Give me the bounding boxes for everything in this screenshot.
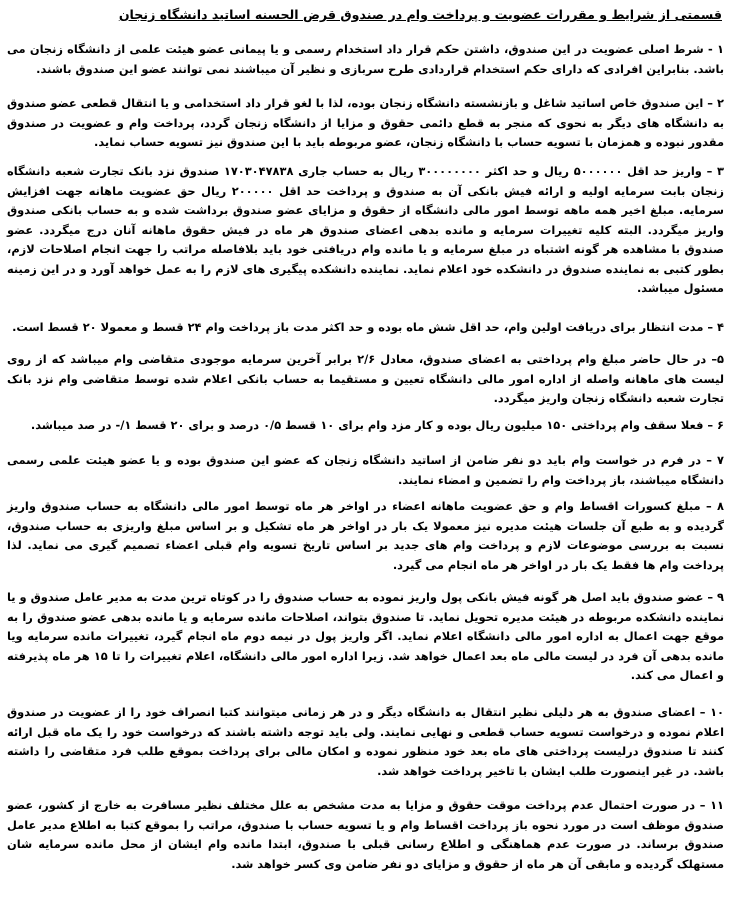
clause-4: ۴ – مدت انتظار برای دریافت اولین وام، حد اقل شش ماه بوده و حد اکثر مدت باز پرداخت وام ۲۴ قسط و معمولا ۲۰ قسط است. <box>12 320 724 334</box>
clause-9: ۹ – عضو صندوق باید اصل هر گونه فیش بانکی پول واریز نموده به حساب صندوق را در کوتاه ترین مدت به مدیر عامل صندوق و یا نماینده دانشکده مربوطه در هیئت مدیره تحویل نماید. تا صندوق بتواند، اصلاحات مانده سرمایه و یا مانده بدهی عضو صندوق را به موقع جهت اعمال به اداره امور مالی دانشگاه اعلام نماید. اگر واریز پول در نیمه دوم ماه انجام گیرد، تغییرات مانده سرمایه ویا مانده بدهی آن فرد در لیست مالی ماه بعد اعمال خواهد شد. زیرا اداره امور مالی دانشگاه، اعلام تغییرات را تا ۱۵ هر ماه پذیرفته و اعمال می کند. <box>7 590 725 682</box>
clause-6: ۶ – فعلا سقف وام پرداختی ۱۵۰ میلیون ریال بوده و کار مزد وام برای ۱۰ قسط ۰/۵ درصد و برای ۲۰ قسط ۱/- در صد میباشد. <box>30 418 724 432</box>
clause-3: ۳ – واریز حد اقل ۵۰۰۰۰۰۰ ریال و حد اکثر ۳۰۰۰۰۰۰۰۰ ریال به حساب جاری ۱۷۰۳۰۴۷۸۳۸ صندوق نزد بانک تجارت شعبه دانشگاه زنجان بابت سرمایه اولیه و ارائه فیش بانکی آن به صندوق و پرداخت حد اقل ۲۰۰۰۰۰ ریال حق عضویت ماهانه جهت افزایش سرمایه. مبلغ اخیر همه ماهه توسط امور مالی دانشگاه از حقوق و مزایای عضو صندوق برداشت شده و به حساب بانکی صندوق واریز میگردد. البته کلیه تغییرات سرمایه و مانده بدهی اعضای صندوق هر ماه در فیش حقوق ماهانه آنان درج میگردد. عضو صندوق با مشاهده هر گونه اشتباه در مبلغ سرمایه و یا مانده وام دریافتی خود باید بلافاصله مراتب را جهت انجام اصلاحات لازم، بطور کتبی به نماینده صندوق در دانشکده خود اعلام نماید. نماینده دانشکده پیگیری های لازم را به عمل خواهد آورد و در این زمینه مسئول میباشد. <box>7 164 724 295</box>
clause-1: ۱ - شرط اصلی عضویت در این صندوق، داشتن حکم قرار داد استخدام رسمی و یا پیمانی عضو هیئت علمی از دانشگاه زنجان می باشد. بنابراین افرادی که دارای حکم استخدام قراردادی طرح سربازی و نظیر آن میباشند نمی توانند عضو این صندوق باشند. <box>7 42 724 76</box>
title-text: قسمتی از شرایط و مقررات عضویت و پرداخت وام در صندوق قرض الحسنه اساتید دانشگاه زنجان <box>118 7 722 22</box>
clause-5: ۵– در حال حاضر مبلغ وام پرداختی به اعضای صندوق، معادل ۲/۶ برابر آخرین سرمایه موجودی متقاضی وام میباشد که از روی لیست های ماهانه واصله از اداره امور مالی دانشگاه تعیین و مستقیما به حساب بانکی اعلام شده توسط متقاضی وام نزد بانک تجارت شعبه دانشگاه زنجان واریز میگردد. <box>7 352 724 405</box>
clause-2: ۲ – این صندوق خاص اساتید شاغل و بازنشسته دانشگاه زنجان بوده، لذا با لغو قرار داد استخدامی و یا انتقال قطعی عضو صندوق به دانشگاه های دیگر به نحوی که منجر به قطع دائمی حقوق و مزایا از دانشگاه زنجان گردد، پرداخت وام و عضویت در صندوق مقدور نبوده و همزمان با تسویه حساب با دانشگاه زنجان، عضو مربوطه باید با این صندوق نیز تسویه حساب نماید. <box>7 96 724 149</box>
clause-8: ۸ – مبلغ کسورات اقساط وام و حق عضویت ماهانه اعضاء در اواخر هر ماه توسط امور مالی دانشگاه به حساب صندوق واریز گردیده و به طبع آن جلسات هیئت مدیره نیز معمولا یک بار در اواخر هر ماه تشکیل و بر اساس مبلغ واریزی به حساب صندوق، نسبت به بررسی موضوعات لازم و پرداخت وام های جدید بر اساس تاریخ تسویه وام قبلی اعضاء تصمیم گیری می نماید. لذا پرداخت وام ها فقط یک بار در اواخر هر ماه انجام می گیرد. <box>7 499 724 572</box>
clause-11: ۱۱ – در صورت احتمال عدم پرداخت موقت حقوق و مزایا به مدت مشخص به علل مختلف نظیر مسافرت به خارج از کشور، عضو صندوق موظف است در مورد نحوه باز پرداخت اقساط وام و یا تسویه حساب با صندوق، مراتب را بموقع کتبا به اطلاع مدیر عامل صندوق برساند. در صورت عدم هماهنگی و اطلاع رسانی قبلی با صندوق، ابتدا مانده وام ایشان از محل مانده سرمایه شان مستهلک گردیده و مابقی آن هر ماه از حقوق و مزایای دو نفر ضامن وی کسر خواهد شد. <box>7 798 724 871</box>
clause-10: ۱۰ – اعضای صندوق به هر دلیلی نظیر انتقال به دانشگاه دیگر و در هر زمانی میتوانند کتبا انصراف خود را از عضویت در صندوق اعلام نموده و درخواست تسویه حساب قطعی و نهایی نمایند. ولی باید توجه داشته باشند که درخواست خود را یک ماه قبل ارائه کنند تا صندوق درلیست پرداختی های ماه بعد خود منظور نموده و امکان مالی برای پرداخت بموقع طلب فرد متقاضی را داشته باشد. در غیر اینصورت طلب ایشان با تاخیر پرداخت خواهد شد. <box>7 705 724 778</box>
document-title <box>8 6 722 24</box>
clause-7: ۷ – در فرم در خواست وام باید دو نفر ضامن از اساتید دانشگاه زنجان که عضو این صندوق بوده و یا عضو هیئت علمی رسمی دانشگاه میباشند، باز پرداخت وام را تضمین و امضاء نمایند. <box>7 453 724 487</box>
